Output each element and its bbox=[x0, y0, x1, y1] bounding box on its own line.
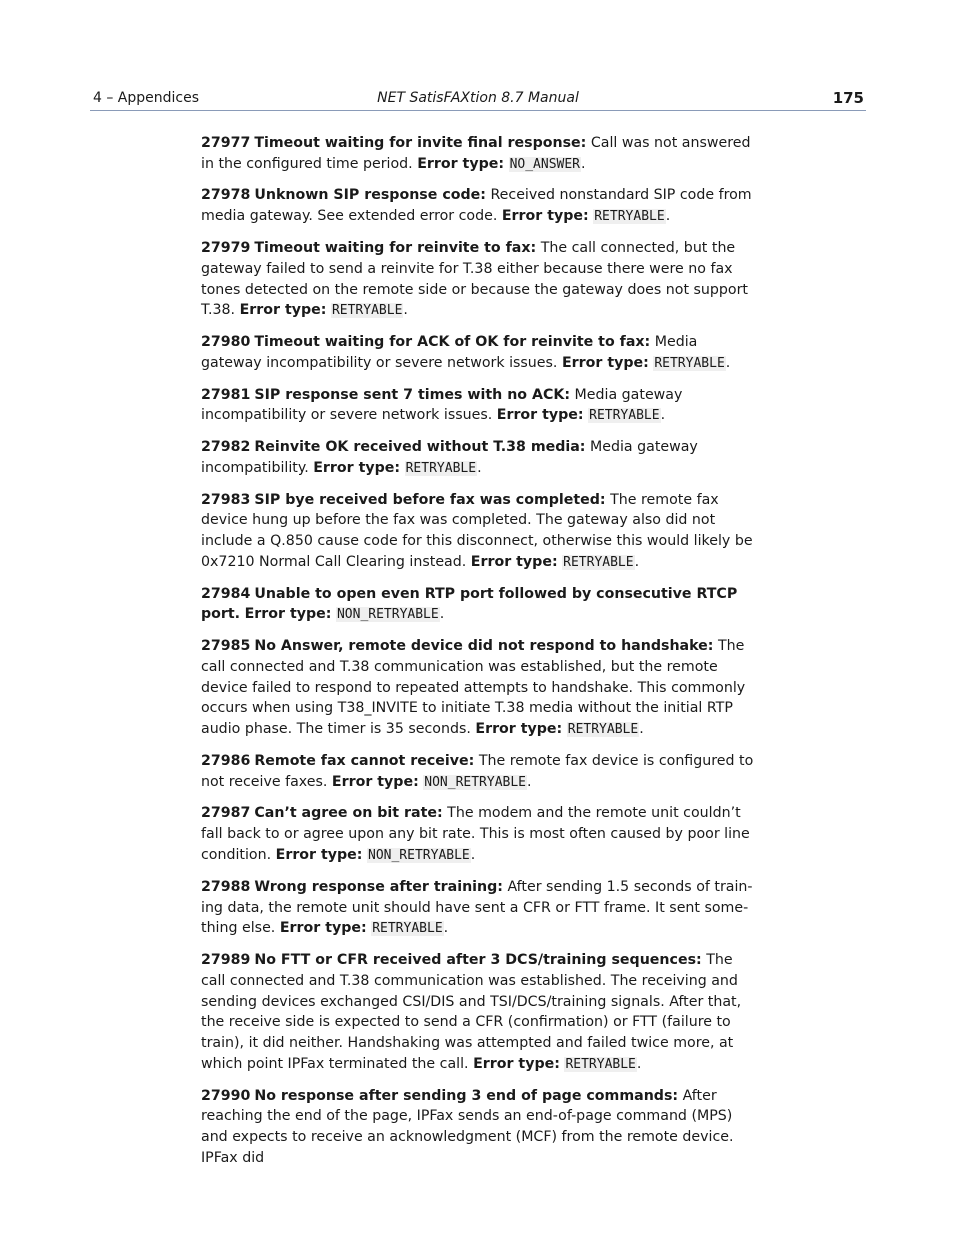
error-title: Reinvite OK received without T.38 media: bbox=[254, 439, 586, 456]
error-title: No FTT or CFR received after 3 DCS/training sequences: bbox=[254, 951, 702, 968]
error-type-value: NON_RETRYABLE bbox=[336, 607, 439, 623]
error-code: 27990 bbox=[201, 1087, 251, 1104]
error-description: The modem and the remote unit couldn’t fall back to or agree upon any bit rate. This is most often caused by poor line condition. bbox=[201, 805, 750, 864]
error-description: The call connected and T.38 communication was established. The receiving and sending devices exchanged CSI/DIS and TSI/DCS/training signals. After that, the receive side is expected to send a CFR (confirmation) or FTT (failure to train), it did neither. Handshaking was attempted and failed twice more, at which point IPFax terminated the call. bbox=[201, 951, 742, 1072]
error-type-label: Error type: bbox=[331, 773, 419, 790]
error-type-label: Error type: bbox=[279, 920, 367, 937]
error-code: 27988 bbox=[201, 878, 251, 895]
error-title: Timeout waiting for ACK of OK for reinvite to fax: bbox=[254, 334, 651, 351]
error-type-label: Error type: bbox=[239, 302, 327, 319]
error-code: 27987 bbox=[201, 805, 251, 822]
manual-title: NET SatisFAXtion 8.7 Manual bbox=[377, 90, 579, 106]
error-type-value: RETRYABLE bbox=[331, 303, 403, 319]
error-description: Media gateway incompatibility. bbox=[201, 439, 698, 476]
error-description: Media gateway incompatibility or severe network issues. bbox=[201, 334, 698, 371]
error-code: 27982 bbox=[201, 439, 251, 456]
error-entry: 27982 Reinvite OK received without T.38 media: Media gateway incompatibility. Error type: RETRYABLE. bbox=[201, 439, 698, 476]
error-description: After sending 1.5 seconds of training data, the remote unit should have sent a CFR or FTT frame. It sent something else. bbox=[201, 878, 753, 937]
error-code: 27989 bbox=[201, 951, 251, 968]
section-label: 4 – Appendices bbox=[93, 90, 200, 106]
error-type-label: Error type: bbox=[313, 459, 401, 476]
error-type-value: RETRYABLE bbox=[372, 921, 443, 937]
error-title: SIP response sent 7 times with no ACK: bbox=[254, 386, 571, 403]
error-code: 27978 bbox=[201, 187, 251, 204]
error-description: The remote fax device is configured to not receive faxes. bbox=[201, 752, 754, 790]
error-type-label: Error type: bbox=[475, 721, 563, 738]
error-description: Call was not answered in the configured time period. bbox=[201, 135, 751, 172]
error-code: 27981 bbox=[201, 386, 251, 403]
error-type-value: RETRYABLE bbox=[565, 1056, 636, 1072]
error-description: The remote fax device hung up before the fax was completed. The gateway also did not include a Q.850 cause code for this disconnect, otherwise this would likely be 0x7210 Normal Call Clearing instead. bbox=[201, 491, 753, 570]
error-entry: 27981 SIP response sent 7 times with no ACK: Media gateway incompatibility or severe network issues. Error type: RETRYABLE. bbox=[201, 386, 683, 424]
error-title: Unable to open even RTP port followed by consecutive RTCP port. bbox=[201, 585, 738, 623]
error-entry: 27980 Timeout waiting for ACK of OK for reinvite to fax: Media gateway incompatibility or severe network issues. Error type: RETRYABLE. bbox=[201, 334, 731, 371]
error-title: Can’t agree on bit rate: bbox=[254, 805, 443, 822]
error-type-value: NO_ANSWER bbox=[509, 156, 581, 172]
error-type-value: NON_RETRYABLE bbox=[424, 774, 527, 790]
error-type-value: RETRYABLE bbox=[563, 554, 634, 570]
error-type-label: Error type: bbox=[473, 1055, 560, 1072]
error-title: Unknown SIP response code: bbox=[254, 187, 486, 204]
error-title: No response after sending 3 end of page commands: bbox=[254, 1087, 679, 1104]
error-entry: 27988 Wrong response after training: After sending 1.5 seconds of training data, the remote unit should have sent a CFR or FTT frame. It sent something else. Error type: RETRYABLE. bbox=[201, 878, 753, 937]
error-code: 27986 bbox=[201, 752, 251, 769]
error-entry: 27989 No FTT or CFR received after 3 DCS/training sequences: The call connected and T.38 communication was established. The receiving and sending devices exchanged CSI/DIS and TSI/DCS/training signals. After that, the receive side is expected to send a CFR (confirmation) or FTT (failure to train), it did neither. Handshaking was attempted and failed twice more, at which point IPFax terminated the call. Error type: RETRYABLE. bbox=[201, 951, 742, 1072]
error-type-label: Error type: bbox=[275, 847, 363, 864]
error-code: 27979 bbox=[201, 239, 251, 256]
error-entry bbox=[201, 1086, 757, 1169]
error-title: Wrong response after training: bbox=[254, 878, 503, 895]
error-type-label: Error type: bbox=[561, 354, 649, 371]
error-type-value: RETRYABLE bbox=[654, 355, 725, 371]
error-type-value: RETRYABLE bbox=[594, 209, 665, 225]
error-description: Media gateway incompatibility or severe network issues. bbox=[201, 386, 683, 424]
error-entry: 27986 Remote fax cannot receive: The remote fax device is configured to not receive faxes. Error type: NON_RETRYABLE. bbox=[201, 752, 754, 790]
error-type-label: Error type: bbox=[470, 553, 558, 570]
error-code: 27977 bbox=[201, 135, 251, 151]
error-description: After reaching the end of the page, IPFax sends an end-of-page command (MPS) and expects to receive an acknowledgment (MCF) from the remote device. IPFax did bbox=[201, 1087, 734, 1167]
error-entry: 27984 Unable to open even RTP port followed by consecutive RTCP port. Error type: NON_RETRYABLE. bbox=[201, 585, 738, 623]
error-code: 27984 bbox=[201, 585, 251, 602]
error-type-value: RETRYABLE bbox=[567, 722, 639, 738]
error-title: No Answer, remote device did not respond to handshake: bbox=[254, 638, 714, 655]
error-entry: 27978 Unknown SIP response code: Received nonstandard SIP code from media gateway. See extended error code. Error type: RETRYABLE. bbox=[201, 187, 752, 225]
error-type-label: Error type: bbox=[501, 208, 589, 225]
page-number: 175 bbox=[832, 89, 864, 107]
error-entry: 27979 Timeout waiting for reinvite to fax: The call connected, but the gateway failed to send a reinvite for T.38 either because there were no fax tones detected on the remote side or because the gateway does not support T.38. Error type: RETRYABLE. bbox=[201, 239, 748, 319]
error-type-label: Error type: bbox=[496, 407, 584, 424]
error-title: SIP bye received before fax was completed: bbox=[254, 491, 606, 508]
error-entry: 27987 Can’t agree on bit rate: The modem and the remote unit couldn’t fall back to or agree upon any bit rate. This is most often caused by poor line condition. Error type: NON_RETRYABLE. bbox=[201, 805, 750, 864]
error-title: Timeout waiting for reinvite to fax: bbox=[254, 239, 537, 256]
error-entry: 27977 Timeout waiting for invite final response: Call was not answered in the configured time period. Error type: NO_ANSWER. bbox=[201, 135, 751, 172]
error-title: Timeout waiting for invite final response: bbox=[254, 135, 587, 151]
error-type-value: RETRYABLE bbox=[589, 408, 660, 424]
error-type-value: NON_RETRYABLE bbox=[368, 848, 470, 864]
error-code: 27980 bbox=[201, 334, 251, 351]
error-description: Received nonstandard SIP code from media gateway. See extended error code. bbox=[201, 187, 752, 225]
error-code-list bbox=[201, 133, 757, 1179]
error-entry: 27983 SIP bye received before fax was completed: The remote fax device hung up before the fax was completed. The gateway also did not include a Q.850 cause code for this disconnect, otherwise this would likely be 0x7210 Normal Call Clearing instead. Error type: RETRYABLE. bbox=[201, 491, 753, 570]
error-description: The call connected, but the gateway failed to send a reinvite for T.38 either because there were no fax tones detected on the remote side or because the gateway does not support T.38. bbox=[201, 239, 748, 319]
error-code: 27985 bbox=[201, 638, 251, 655]
error-title: Remote fax cannot receive: bbox=[254, 752, 475, 769]
error-description: The call connected and T.38 communication was established, but the remote device failed to respond to repeated attempts to handshake. This commonly occurs when using T38_INVITE to initiate T.38 media without the initial RTP audio phase. The timer is 35 seconds. bbox=[201, 638, 746, 738]
page-header bbox=[90, 88, 866, 111]
error-type-label: Error type: bbox=[244, 606, 332, 623]
error-code: 27983 bbox=[201, 491, 251, 508]
error-type-label: Error type: bbox=[417, 155, 505, 172]
error-entry: 27985 No Answer, remote device did not respond to handshake: The call connected and T.38 communication was established, but the remote device failed to respond to repeated attempts to handshake. This commonly occurs when using T38_INVITE to initiate T.38 media without the initial RTP audio phase. The timer is 35 seconds. Error type: RETRYABLE. bbox=[201, 638, 746, 738]
error-type-value: RETRYABLE bbox=[405, 460, 477, 476]
